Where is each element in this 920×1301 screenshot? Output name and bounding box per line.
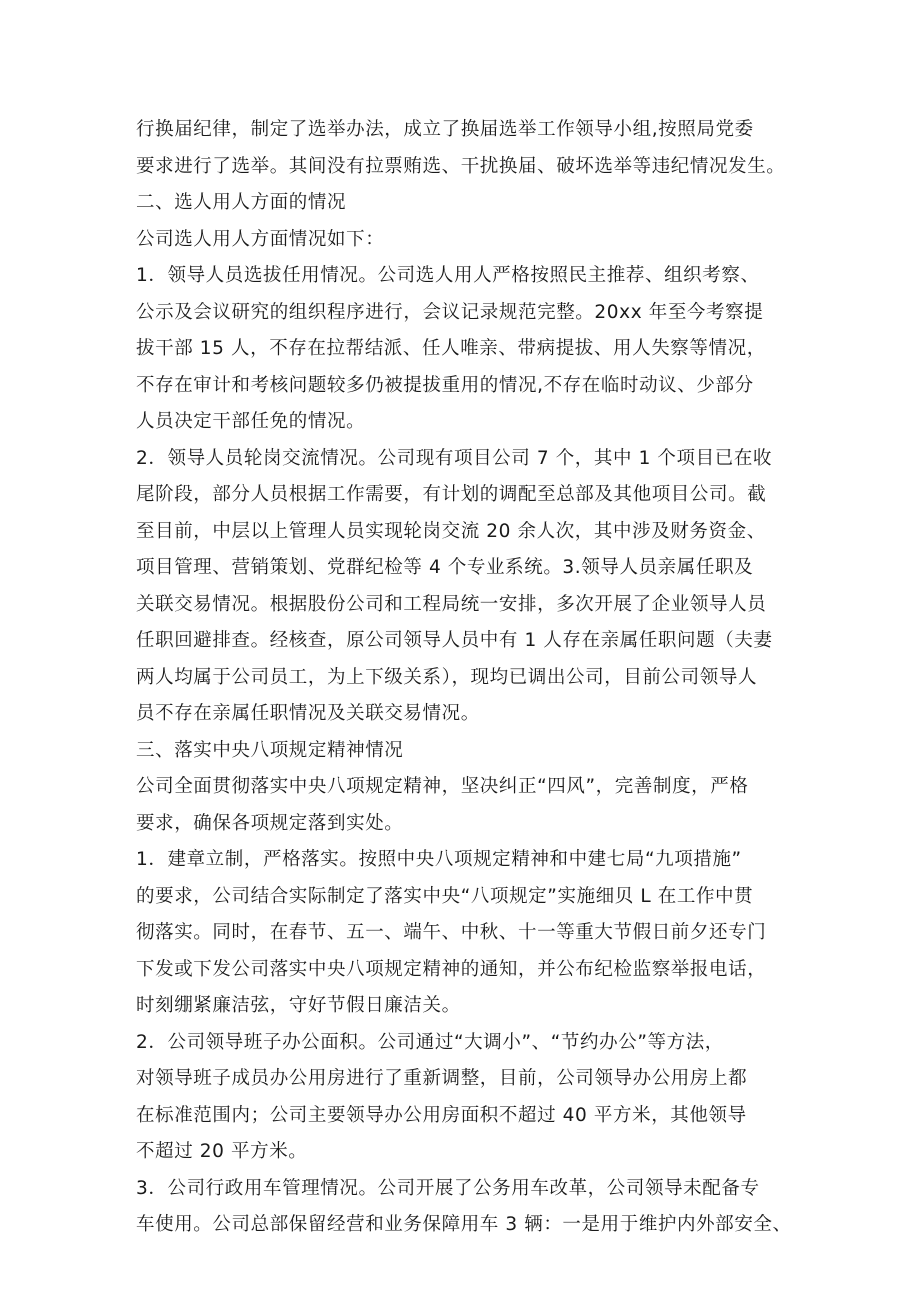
paragraph-line: 公司选人用人方面情况如下：: [136, 228, 385, 250]
paragraph-line: 项目管理、营销策划、党群纪检等 4 个专业系统。3.领导人员亲属任职及: [136, 557, 754, 578]
section-heading: 二、选人用人方面的情况: [136, 192, 347, 213]
paragraph-line: 不存在审计和考核问题较多仍被提拔重用的情况,不存在临时动议、少部分: [136, 374, 754, 396]
section-heading: 三、落实中央八项规定精神情况: [136, 739, 404, 761]
paragraph-line: 时刻绷紧廉洁弦，守好节假日廉洁关。: [136, 995, 461, 1016]
paragraph-line: 员不存在亲属任职情况及关联交易情况。: [136, 703, 480, 724]
paragraph-line: 的要求，公司结合实际制定了落实中央“八项规定”实施细贝 L 在工作中贯: [136, 885, 754, 907]
paragraph-line: 人员决定干部任免的情况。: [136, 411, 366, 432]
paragraph-line: 公示及会议研究的组织程序进行，会议记录规范完整。20xx 年至今考察提: [136, 301, 764, 323]
paragraph-line: 尾阶段，部分人员根据工作需要，有计划的调配至总部及其他项目公司。截: [136, 484, 767, 505]
paragraph-line: 下发或下发公司落实中央八项规定精神的通知，并公布纪检监察举报电话，: [136, 958, 767, 980]
paragraph-line: 要求进行了选举。其间没有拉票贿选、干扰换届、破坏选举等违纪情况发生。: [136, 155, 786, 177]
paragraph-line: 不超过 20 平方米。: [136, 1141, 308, 1162]
paragraph-line: 要求，确保各项规定落到实处。: [136, 812, 404, 834]
paragraph-line: 3．公司行政用车管理情况。公司开展了公务用车改革，公司领导未配备专: [136, 1177, 760, 1199]
paragraph-line: 1．建章立制，严格落实。按照中央八项规定精神和中建七局“九项措施”: [136, 849, 742, 870]
paragraph-line: 1．领导人员选拔任用情况。公司选人用人严格按照民主推荐、组织考察、: [136, 265, 760, 286]
paragraph-line: 彻落实。同时，在春节、五一、端午、中秋、十一等重大节假日前夕还专门: [136, 922, 767, 943]
paragraph-line: 公司全面贯彻落实中央八项规定精神，坚决纠正“四风”，完善制度，严格: [136, 776, 749, 797]
document-body: [136, 112, 796, 1244]
paragraph-line: 2．公司领导班子办公面积。公司通过“大调小”、“节约办公”等方法，: [136, 1031, 724, 1053]
paragraph-line: 车使用。公司总部保留经营和业务保障用车 3 辆：一是用于维护内外部安全、: [136, 1214, 792, 1235]
paragraph-line: 对领导班子成员办公用房进行了重新调整，目前，公司领导办公用房上都: [136, 1068, 748, 1089]
paragraph-line: 关联交易情况。根据股份公司和工程局统一安排，多次开展了企业领导人员: [136, 593, 767, 615]
paragraph-line: 拔干部 15 人，不存在拉帮结派、任人唯亲、带病提拔、用人失察等情况，: [136, 338, 766, 359]
paragraph-line: 至目前，中层以上管理人员实现轮岗交流 20 余人次，其中涉及财务资金、: [136, 520, 766, 542]
paragraph-line: 在标准范围内；公司主要领导办公用房面积不超过 40 平方米，其他领导: [136, 1104, 747, 1126]
paragraph-line: 行换届纪律，制定了选举办法，成立了换届选举工作领导小组,按照局党委: [136, 119, 754, 140]
paragraph-line: 两人均属于公司员工，为上下级关系），现均已调出公司，目前公司领导人: [136, 666, 758, 688]
paragraph-line: 2．领导人员轮岗交流情况。公司现有项目公司 7 个，其中 1 个项目已在收: [136, 447, 773, 469]
paragraph-line: 任职回避排查。经核查，原公司领导人员中有 1 人存在亲属任职问题（夫妻: [136, 630, 773, 651]
